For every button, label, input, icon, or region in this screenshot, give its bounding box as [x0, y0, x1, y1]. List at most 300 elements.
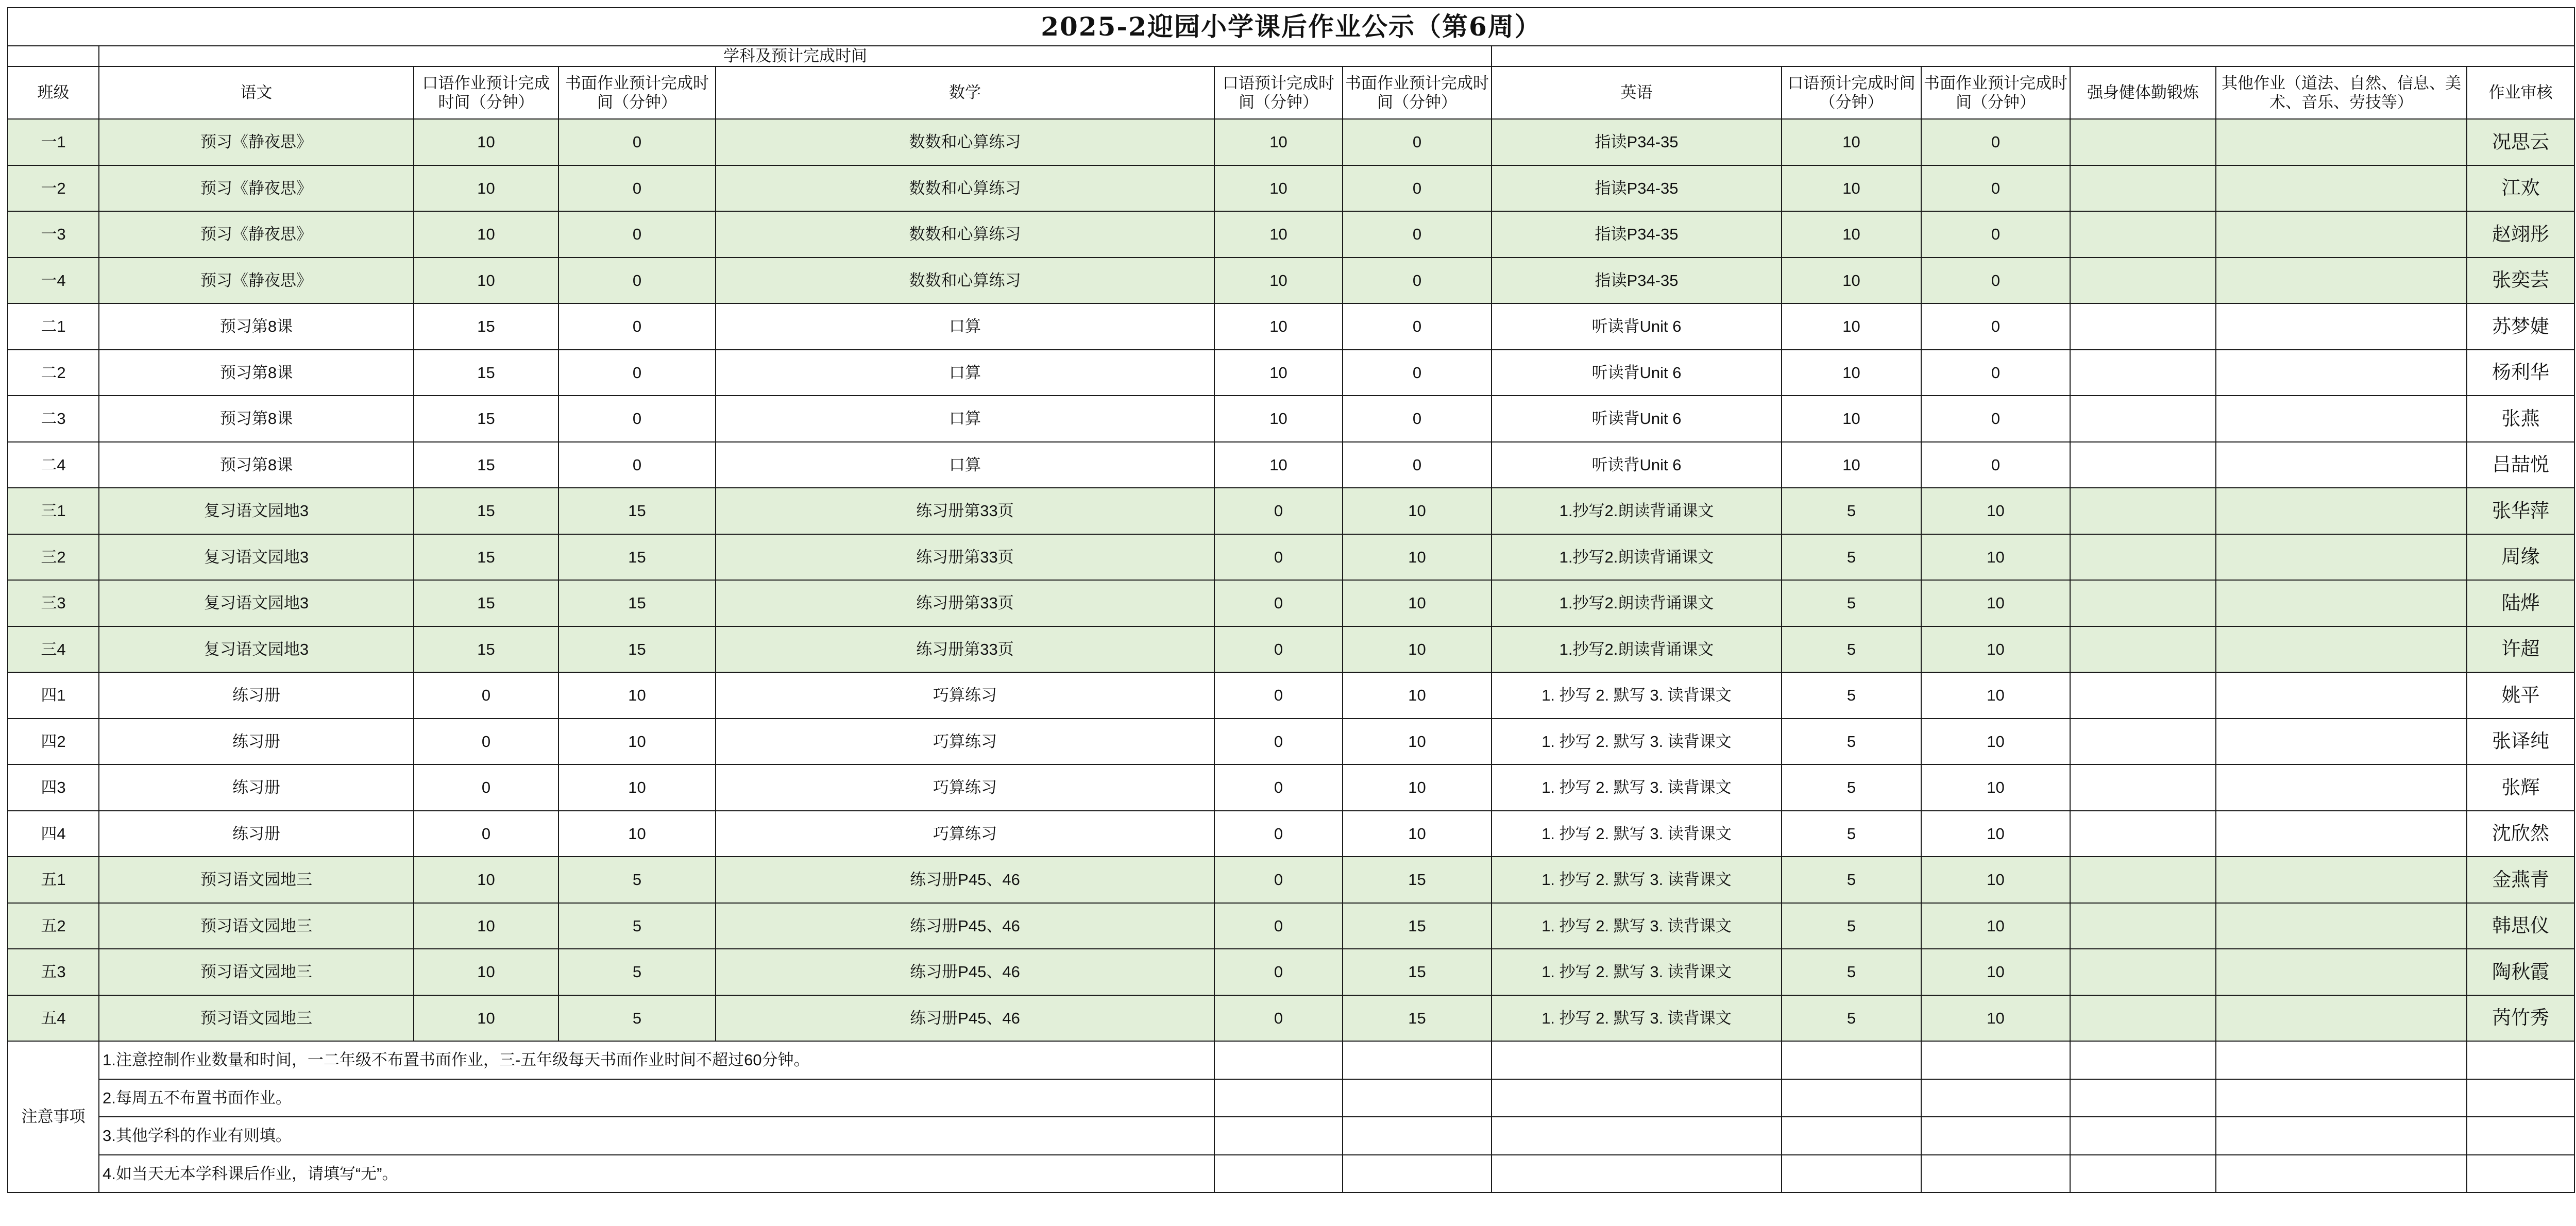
math-homework-cell[interactable]: 练习册第33页 [716, 626, 1214, 673]
english-oral-time-cell[interactable]: 5 [1782, 580, 1921, 626]
math-homework-cell[interactable]: 数数和心算练习 [716, 258, 1214, 304]
table-row [8, 165, 2574, 212]
english-homework-cell[interactable]: 指读P34-35 [1492, 119, 1782, 165]
note-blank-cell[interactable] [1782, 1155, 1921, 1193]
chinese-oral-time-cell[interactable]: 0 [414, 811, 558, 857]
other-homework-cell[interactable] [2216, 396, 2467, 442]
reviewer-cell[interactable]: 张华萍 [2467, 488, 2574, 534]
math-oral-time-cell[interactable]: 0 [1214, 903, 1343, 949]
chinese-written-time-cell[interactable]: 15 [558, 488, 716, 534]
note-blank-cell[interactable] [2216, 1117, 2467, 1155]
class-cell[interactable]: 三2 [8, 534, 99, 581]
math-oral-time-cell[interactable]: 10 [1214, 396, 1343, 442]
english-oral-time-cell[interactable]: 5 [1782, 857, 1921, 903]
note-blank-cell[interactable] [1782, 1079, 1921, 1117]
english-homework-cell[interactable]: 听读背Unit 6 [1492, 303, 1782, 350]
chinese-written-time-cell[interactable]: 5 [558, 995, 716, 1042]
english-oral-time-cell[interactable]: 10 [1782, 442, 1921, 488]
exercise-cell[interactable] [2070, 580, 2216, 626]
other-homework-cell[interactable] [2216, 258, 2467, 304]
note-blank-cell[interactable] [2070, 1117, 2216, 1155]
english-homework-cell[interactable]: 1. 抄写 2. 默写 3. 读背课文 [1492, 995, 1782, 1042]
english-oral-time-cell[interactable]: 5 [1782, 995, 1921, 1042]
math-written-time-cell[interactable]: 0 [1343, 350, 1492, 396]
english-written-time-cell[interactable]: 0 [1921, 119, 2070, 165]
english-oral-time-cell[interactable]: 5 [1782, 811, 1921, 857]
class-cell[interactable]: 五3 [8, 949, 99, 995]
math-oral-time-cell[interactable]: 10 [1214, 258, 1343, 304]
math-oral-time-cell[interactable]: 0 [1214, 626, 1343, 673]
english-written-time-cell[interactable]: 10 [1921, 626, 2070, 673]
english-written-time-cell[interactable]: 10 [1921, 534, 2070, 581]
math-oral-time-cell[interactable]: 10 [1214, 303, 1343, 350]
english-oral-time-cell[interactable]: 5 [1782, 534, 1921, 581]
math-oral-time-cell[interactable]: 0 [1214, 949, 1343, 995]
math-homework-cell[interactable]: 练习册第33页 [716, 534, 1214, 581]
class-cell[interactable]: 一1 [8, 119, 99, 165]
chinese-written-time-cell[interactable]: 15 [558, 534, 716, 581]
exercise-cell[interactable] [2070, 442, 2216, 488]
math-homework-cell[interactable]: 数数和心算练习 [716, 211, 1214, 258]
reviewer-cell[interactable]: 苏梦婕 [2467, 303, 2574, 350]
class-cell[interactable]: 四2 [8, 719, 99, 765]
chinese-written-time-cell[interactable]: 0 [558, 442, 716, 488]
exercise-cell[interactable] [2070, 396, 2216, 442]
other-homework-cell[interactable] [2216, 303, 2467, 350]
note-blank-cell[interactable] [1214, 1155, 1343, 1193]
other-homework-cell[interactable] [2216, 949, 2467, 995]
chinese-oral-time-cell[interactable]: 10 [414, 949, 558, 995]
other-homework-cell[interactable] [2216, 672, 2467, 719]
reviewer-cell[interactable]: 况思云 [2467, 119, 2574, 165]
reviewer-cell[interactable]: 吕喆悦 [2467, 442, 2574, 488]
exercise-cell[interactable] [2070, 165, 2216, 212]
chinese-oral-time-cell[interactable]: 15 [414, 488, 558, 534]
note-blank-cell[interactable] [1343, 1155, 1492, 1193]
chinese-written-time-cell[interactable]: 10 [558, 672, 716, 719]
math-oral-time-cell[interactable]: 10 [1214, 442, 1343, 488]
english-written-time-cell[interactable]: 0 [1921, 442, 2070, 488]
math-written-time-cell[interactable]: 15 [1343, 903, 1492, 949]
math-oral-time-cell[interactable]: 0 [1214, 764, 1343, 811]
note-blank-cell[interactable] [2216, 1155, 2467, 1193]
note-blank-cell[interactable] [1921, 1079, 2070, 1117]
reviewer-cell[interactable]: 陶秋霞 [2467, 949, 2574, 995]
reviewer-cell[interactable]: 江欢 [2467, 165, 2574, 212]
english-written-time-cell[interactable]: 10 [1921, 857, 2070, 903]
exercise-cell[interactable] [2070, 903, 2216, 949]
chinese-written-time-cell[interactable]: 10 [558, 719, 716, 765]
chinese-written-time-cell[interactable]: 0 [558, 258, 716, 304]
math-written-time-cell[interactable]: 0 [1343, 165, 1492, 212]
reviewer-cell[interactable]: 陆烨 [2467, 580, 2574, 626]
header-english: 英语 [1492, 66, 1782, 119]
math-written-time-cell[interactable]: 0 [1343, 303, 1492, 350]
english-written-time-cell[interactable]: 10 [1921, 995, 2070, 1042]
note-blank-cell[interactable] [2467, 1155, 2574, 1193]
math-homework-cell[interactable]: 练习册第33页 [716, 580, 1214, 626]
exercise-cell[interactable] [2070, 119, 2216, 165]
math-written-time-cell[interactable]: 0 [1343, 396, 1492, 442]
math-oral-time-cell[interactable]: 0 [1214, 719, 1343, 765]
class-cell[interactable]: 二4 [8, 442, 99, 488]
chinese-homework-cell[interactable]: 复习语文园地3 [99, 626, 414, 673]
chinese-homework-cell[interactable]: 预习《静夜思》 [99, 119, 414, 165]
math-written-time-cell[interactable]: 10 [1343, 488, 1492, 534]
other-homework-cell[interactable] [2216, 442, 2467, 488]
math-oral-time-cell[interactable]: 0 [1214, 534, 1343, 581]
other-homework-cell[interactable] [2216, 719, 2467, 765]
math-oral-time-cell[interactable]: 0 [1214, 995, 1343, 1042]
note-blank-cell[interactable] [2070, 1079, 2216, 1117]
table-row [8, 949, 2574, 995]
english-written-time-cell[interactable]: 0 [1921, 396, 2070, 442]
chinese-oral-time-cell[interactable]: 10 [414, 211, 558, 258]
chinese-homework-cell[interactable]: 预习《静夜思》 [99, 258, 414, 304]
note-blank-cell[interactable] [1343, 1079, 1492, 1117]
exercise-cell[interactable] [2070, 350, 2216, 396]
math-written-time-cell[interactable]: 10 [1343, 764, 1492, 811]
class-cell[interactable]: 五2 [8, 903, 99, 949]
math-written-time-cell[interactable]: 10 [1343, 626, 1492, 673]
reviewer-cell[interactable]: 姚平 [2467, 672, 2574, 719]
math-homework-cell[interactable]: 练习册P45、46 [716, 949, 1214, 995]
note-blank-cell[interactable] [1492, 1117, 1782, 1155]
reviewer-cell[interactable]: 张译纯 [2467, 719, 2574, 765]
other-homework-cell[interactable] [2216, 211, 2467, 258]
english-homework-cell[interactable]: 1. 抄写 2. 默写 3. 读背课文 [1492, 949, 1782, 995]
math-homework-cell[interactable]: 口算 [716, 442, 1214, 488]
class-cell[interactable]: 一2 [8, 165, 99, 212]
note-row [8, 1041, 2574, 1079]
english-homework-cell[interactable]: 听读背Unit 6 [1492, 350, 1782, 396]
exercise-cell[interactable] [2070, 764, 2216, 811]
chinese-written-time-cell[interactable]: 15 [558, 626, 716, 673]
note-blank-cell[interactable] [1921, 1041, 2070, 1079]
english-oral-time-cell[interactable]: 5 [1782, 719, 1921, 765]
exercise-cell[interactable] [2070, 949, 2216, 995]
class-cell[interactable]: 五4 [8, 995, 99, 1042]
chinese-homework-cell[interactable]: 预习第8课 [99, 303, 414, 350]
english-homework-cell[interactable]: 1.抄写2.朗读背诵课文 [1492, 534, 1782, 581]
english-written-time-cell[interactable]: 0 [1921, 165, 2070, 212]
math-written-time-cell[interactable]: 15 [1343, 949, 1492, 995]
math-written-time-cell[interactable]: 0 [1343, 258, 1492, 304]
english-homework-cell[interactable]: 1.抄写2.朗读背诵课文 [1492, 580, 1782, 626]
english-homework-cell[interactable]: 指读P34-35 [1492, 211, 1782, 258]
reviewer-cell[interactable]: 杨利华 [2467, 350, 2574, 396]
english-written-time-cell[interactable]: 0 [1921, 350, 2070, 396]
chinese-written-time-cell[interactable]: 5 [558, 857, 716, 903]
chinese-oral-time-cell[interactable]: 15 [414, 350, 558, 396]
math-homework-cell[interactable]: 练习册P45、46 [716, 995, 1214, 1042]
chinese-written-time-cell[interactable]: 0 [558, 396, 716, 442]
note-blank-cell[interactable] [2467, 1079, 2574, 1117]
chinese-written-time-cell[interactable]: 0 [558, 303, 716, 350]
chinese-oral-time-cell[interactable]: 0 [414, 764, 558, 811]
math-homework-cell[interactable]: 口算 [716, 350, 1214, 396]
english-homework-cell[interactable]: 1. 抄写 2. 默写 3. 读背课文 [1492, 857, 1782, 903]
exercise-cell[interactable] [2070, 672, 2216, 719]
math-homework-cell[interactable]: 巧算练习 [716, 672, 1214, 719]
math-homework-cell[interactable]: 口算 [716, 303, 1214, 350]
reviewer-cell[interactable]: 芮竹秀 [2467, 995, 2574, 1042]
class-cell[interactable]: 四4 [8, 811, 99, 857]
chinese-oral-time-cell[interactable]: 15 [414, 303, 558, 350]
english-homework-cell[interactable]: 指读P34-35 [1492, 258, 1782, 304]
chinese-written-time-cell[interactable]: 10 [558, 764, 716, 811]
english-homework-cell[interactable]: 1. 抄写 2. 默写 3. 读背课文 [1492, 672, 1782, 719]
note-blank-cell[interactable] [1782, 1117, 1921, 1155]
class-cell[interactable]: 三4 [8, 626, 99, 673]
header-english-written-time: 书面作业预计完成时间（分钟） [1921, 66, 2070, 119]
english-oral-time-cell[interactable]: 5 [1782, 488, 1921, 534]
math-oral-time-cell[interactable]: 10 [1214, 119, 1343, 165]
chinese-homework-cell[interactable]: 复习语文园地3 [99, 580, 414, 626]
english-oral-time-cell[interactable]: 5 [1782, 672, 1921, 719]
exercise-cell[interactable] [2070, 534, 2216, 581]
table-row [8, 258, 2574, 304]
chinese-homework-cell[interactable]: 预习语文园地三 [99, 903, 414, 949]
english-written-time-cell[interactable]: 10 [1921, 949, 2070, 995]
chinese-written-time-cell[interactable]: 0 [558, 165, 716, 212]
class-cell[interactable]: 二2 [8, 350, 99, 396]
chinese-oral-time-cell[interactable]: 15 [414, 442, 558, 488]
reviewer-cell[interactable]: 张辉 [2467, 764, 2574, 811]
english-written-time-cell[interactable]: 0 [1921, 303, 2070, 350]
math-homework-cell[interactable]: 练习册P45、46 [716, 857, 1214, 903]
english-oral-time-cell[interactable]: 10 [1782, 165, 1921, 212]
chinese-written-time-cell[interactable]: 0 [558, 119, 716, 165]
table-row [8, 303, 2574, 350]
chinese-homework-cell[interactable]: 预习语文园地三 [99, 857, 414, 903]
other-homework-cell[interactable] [2216, 811, 2467, 857]
class-cell[interactable]: 一4 [8, 258, 99, 304]
note-blank-cell[interactable] [1214, 1041, 1343, 1079]
note-blank-cell[interactable] [2216, 1079, 2467, 1117]
other-homework-cell[interactable] [2216, 580, 2467, 626]
chinese-oral-time-cell[interactable]: 10 [414, 258, 558, 304]
english-written-time-cell[interactable]: 10 [1921, 764, 2070, 811]
math-homework-cell[interactable]: 练习册P45、46 [716, 903, 1214, 949]
chinese-homework-cell[interactable]: 预习《静夜思》 [99, 165, 414, 212]
other-homework-cell[interactable] [2216, 350, 2467, 396]
math-written-time-cell[interactable]: 10 [1343, 811, 1492, 857]
math-homework-cell[interactable]: 练习册第33页 [716, 488, 1214, 534]
english-oral-time-cell[interactable]: 10 [1782, 119, 1921, 165]
english-oral-time-cell[interactable]: 5 [1782, 949, 1921, 995]
reviewer-cell[interactable]: 金燕青 [2467, 857, 2574, 903]
chinese-homework-cell[interactable]: 预习第8课 [99, 396, 414, 442]
note-blank-cell[interactable] [1492, 1079, 1782, 1117]
math-written-time-cell[interactable]: 15 [1343, 857, 1492, 903]
note-blank-cell[interactable] [1782, 1041, 1921, 1079]
english-written-time-cell[interactable]: 10 [1921, 903, 2070, 949]
reviewer-cell[interactable]: 韩思仪 [2467, 903, 2574, 949]
note-blank-cell[interactable] [1492, 1041, 1782, 1079]
exercise-cell[interactable] [2070, 857, 2216, 903]
class-cell[interactable]: 三3 [8, 580, 99, 626]
chinese-homework-cell[interactable]: 练习册 [99, 719, 414, 765]
table-row [8, 396, 2574, 442]
other-homework-cell[interactable] [2216, 857, 2467, 903]
class-cell[interactable]: 三1 [8, 488, 99, 534]
chinese-homework-cell[interactable]: 练习册 [99, 672, 414, 719]
english-oral-time-cell[interactable]: 5 [1782, 764, 1921, 811]
chinese-homework-cell[interactable]: 预习第8课 [99, 350, 414, 396]
english-written-time-cell[interactable]: 10 [1921, 719, 2070, 765]
english-oral-time-cell[interactable]: 10 [1782, 303, 1921, 350]
math-written-time-cell[interactable]: 15 [1343, 995, 1492, 1042]
english-oral-time-cell[interactable]: 10 [1782, 350, 1921, 396]
chinese-homework-cell[interactable]: 预习第8课 [99, 442, 414, 488]
reviewer-cell[interactable]: 张燕 [2467, 396, 2574, 442]
math-homework-cell[interactable]: 口算 [716, 396, 1214, 442]
chinese-oral-time-cell[interactable]: 15 [414, 534, 558, 581]
note-blank-cell[interactable] [1921, 1155, 2070, 1193]
other-homework-cell[interactable] [2216, 534, 2467, 581]
chinese-oral-time-cell[interactable]: 15 [414, 580, 558, 626]
reviewer-cell[interactable]: 沈欣然 [2467, 811, 2574, 857]
note-blank-cell[interactable] [2216, 1041, 2467, 1079]
other-homework-cell[interactable] [2216, 165, 2467, 212]
math-oral-time-cell[interactable]: 0 [1214, 672, 1343, 719]
class-cell[interactable]: 二1 [8, 303, 99, 350]
note-blank-cell[interactable] [1921, 1117, 2070, 1155]
english-homework-cell[interactable]: 1. 抄写 2. 默写 3. 读背课文 [1492, 903, 1782, 949]
exercise-cell[interactable] [2070, 811, 2216, 857]
math-written-time-cell[interactable]: 10 [1343, 534, 1492, 581]
english-oral-time-cell[interactable]: 10 [1782, 258, 1921, 304]
math-oral-time-cell[interactable]: 0 [1214, 811, 1343, 857]
math-homework-cell[interactable]: 巧算练习 [716, 764, 1214, 811]
math-oral-time-cell[interactable]: 10 [1214, 211, 1343, 258]
other-homework-cell[interactable] [2216, 626, 2467, 673]
english-homework-cell[interactable]: 指读P34-35 [1492, 165, 1782, 212]
note-blank-cell[interactable] [1492, 1155, 1782, 1193]
math-written-time-cell[interactable]: 0 [1343, 442, 1492, 488]
english-written-time-cell[interactable]: 10 [1921, 488, 2070, 534]
class-cell[interactable]: 二3 [8, 396, 99, 442]
reviewer-cell[interactable]: 许超 [2467, 626, 2574, 673]
math-oral-time-cell[interactable]: 10 [1214, 350, 1343, 396]
math-homework-cell[interactable]: 数数和心算练习 [716, 119, 1214, 165]
note-blank-cell[interactable] [2467, 1117, 2574, 1155]
math-written-time-cell[interactable]: 10 [1343, 719, 1492, 765]
chinese-written-time-cell[interactable]: 0 [558, 211, 716, 258]
english-homework-cell[interactable]: 1. 抄写 2. 默写 3. 读背课文 [1492, 764, 1782, 811]
math-oral-time-cell[interactable]: 0 [1214, 857, 1343, 903]
english-oral-time-cell[interactable]: 5 [1782, 626, 1921, 673]
english-homework-cell[interactable]: 1. 抄写 2. 默写 3. 读背课文 [1492, 719, 1782, 765]
chinese-oral-time-cell[interactable]: 10 [414, 903, 558, 949]
chinese-written-time-cell[interactable]: 10 [558, 811, 716, 857]
reviewer-cell[interactable]: 周缘 [2467, 534, 2574, 581]
math-homework-cell[interactable]: 数数和心算练习 [716, 165, 1214, 212]
math-homework-cell[interactable]: 巧算练习 [716, 811, 1214, 857]
reviewer-cell[interactable]: 赵翊彤 [2467, 211, 2574, 258]
chinese-homework-cell[interactable]: 预习语文园地三 [99, 995, 414, 1042]
chinese-homework-cell[interactable]: 练习册 [99, 764, 414, 811]
chinese-oral-time-cell[interactable]: 15 [414, 396, 558, 442]
exercise-cell[interactable] [2070, 211, 2216, 258]
english-homework-cell[interactable]: 1.抄写2.朗读背诵课文 [1492, 488, 1782, 534]
chinese-homework-cell[interactable]: 练习册 [99, 811, 414, 857]
math-oral-time-cell[interactable]: 0 [1214, 580, 1343, 626]
chinese-homework-cell[interactable]: 预习语文园地三 [99, 949, 414, 995]
english-homework-cell[interactable]: 1.抄写2.朗读背诵课文 [1492, 626, 1782, 673]
english-written-time-cell[interactable]: 10 [1921, 580, 2070, 626]
math-oral-time-cell[interactable]: 0 [1214, 488, 1343, 534]
chinese-oral-time-cell[interactable]: 10 [414, 857, 558, 903]
english-homework-cell[interactable]: 1. 抄写 2. 默写 3. 读背课文 [1492, 811, 1782, 857]
note-blank-cell[interactable] [1343, 1041, 1492, 1079]
exercise-cell[interactable] [2070, 626, 2216, 673]
english-written-time-cell[interactable]: 0 [1921, 211, 2070, 258]
note-blank-cell[interactable] [2467, 1041, 2574, 1079]
chinese-oral-time-cell[interactable]: 15 [414, 626, 558, 673]
class-cell[interactable]: 五1 [8, 857, 99, 903]
math-written-time-cell[interactable]: 0 [1343, 119, 1492, 165]
chinese-oral-time-cell[interactable]: 0 [414, 672, 558, 719]
math-written-time-cell[interactable]: 10 [1343, 672, 1492, 719]
math-oral-time-cell[interactable]: 10 [1214, 165, 1343, 212]
class-cell[interactable]: 一3 [8, 211, 99, 258]
english-oral-time-cell[interactable]: 10 [1782, 396, 1921, 442]
math-written-time-cell[interactable]: 0 [1343, 211, 1492, 258]
note-blank-cell[interactable] [1343, 1117, 1492, 1155]
class-cell[interactable]: 四1 [8, 672, 99, 719]
chinese-oral-time-cell[interactable]: 10 [414, 119, 558, 165]
chinese-oral-time-cell[interactable]: 10 [414, 165, 558, 212]
math-written-time-cell[interactable]: 10 [1343, 580, 1492, 626]
math-homework-cell[interactable]: 巧算练习 [716, 719, 1214, 765]
note-blank-cell[interactable] [2070, 1155, 2216, 1193]
chinese-written-time-cell[interactable]: 15 [558, 580, 716, 626]
note-blank-cell[interactable] [1214, 1079, 1343, 1117]
other-homework-cell[interactable] [2216, 995, 2467, 1042]
chinese-written-time-cell[interactable]: 5 [558, 949, 716, 995]
note-blank-cell[interactable] [2070, 1041, 2216, 1079]
exercise-cell[interactable] [2070, 303, 2216, 350]
chinese-oral-time-cell[interactable]: 0 [414, 719, 558, 765]
exercise-cell[interactable] [2070, 995, 2216, 1042]
reviewer-cell[interactable]: 张奕芸 [2467, 258, 2574, 304]
chinese-homework-cell[interactable]: 复习语文园地3 [99, 488, 414, 534]
chinese-oral-time-cell[interactable]: 10 [414, 995, 558, 1042]
chinese-written-time-cell[interactable]: 5 [558, 903, 716, 949]
exercise-cell[interactable] [2070, 488, 2216, 534]
other-homework-cell[interactable] [2216, 764, 2467, 811]
class-cell[interactable]: 四3 [8, 764, 99, 811]
english-oral-time-cell[interactable]: 5 [1782, 903, 1921, 949]
english-written-time-cell[interactable]: 10 [1921, 672, 2070, 719]
english-written-time-cell[interactable]: 10 [1921, 811, 2070, 857]
english-homework-cell[interactable]: 听读背Unit 6 [1492, 442, 1782, 488]
exercise-cell[interactable] [2070, 719, 2216, 765]
english-written-time-cell[interactable]: 0 [1921, 258, 2070, 304]
chinese-homework-cell[interactable]: 预习《静夜思》 [99, 211, 414, 258]
english-oral-time-cell[interactable]: 10 [1782, 211, 1921, 258]
note-blank-cell[interactable] [1214, 1117, 1343, 1155]
english-homework-cell[interactable]: 听读背Unit 6 [1492, 396, 1782, 442]
other-homework-cell[interactable] [2216, 903, 2467, 949]
chinese-homework-cell[interactable]: 复习语文园地3 [99, 534, 414, 581]
other-homework-cell[interactable] [2216, 119, 2467, 165]
chinese-written-time-cell[interactable]: 0 [558, 350, 716, 396]
other-homework-cell[interactable] [2216, 488, 2467, 534]
exercise-cell[interactable] [2070, 258, 2216, 304]
